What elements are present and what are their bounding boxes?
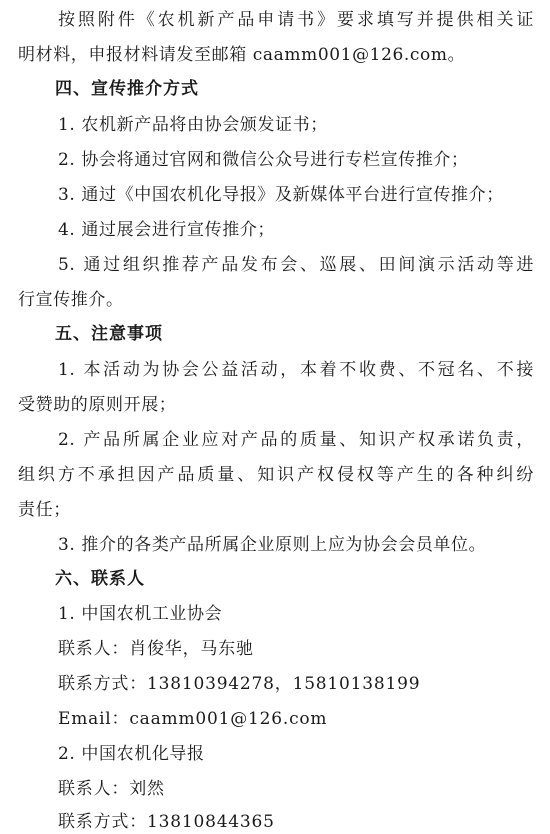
promotion-item-3: 3. 通过《中国农机化导报》及新媒体平台进行宣传推介；	[58, 185, 504, 205]
contact-org-2-name: 2. 中国农机化导报	[58, 744, 205, 764]
promotion-item-4: 4. 通过展会进行宣传推介；	[58, 220, 276, 240]
promotion-item-5-line-1: 5. 通过组织推荐产品发布会、巡展、田间演示活动等进	[58, 255, 534, 275]
contact-org-2-person: 联系人：刘然	[58, 779, 165, 799]
contact-org-1-phone: 联系方式：13810394278，15810138199	[58, 674, 421, 694]
contact-org-1-person: 联系人：肖俊华，马东驰	[58, 639, 254, 659]
promotion-item-2: 2. 协会将通过官网和微信公众号进行专栏宣传推介；	[58, 150, 469, 170]
promotion-item-1: 1. 农机新产品将由协会颁发证书；	[58, 115, 328, 135]
contact-org-2-phone: 联系方式：13810844365	[58, 812, 275, 832]
notes-heading: 五、注意事项	[55, 324, 163, 344]
notes-item-2-line-1: 2. 产品所属企业应对产品的质量、知识产权承诺负责，	[58, 430, 534, 450]
contact-org-1-email: Email：caamm001@126.com	[58, 709, 328, 729]
notes-item-2-line-3: 责任；	[18, 500, 71, 520]
promotion-item-5-line-2: 行宣传推介。	[18, 290, 124, 310]
promotion-heading: 四、宣传推介方式	[55, 79, 199, 99]
application-paragraph-line-2: 明材料，申报材料请发至邮箱 caamm001@126.com。	[18, 45, 466, 65]
notes-item-1-line-1: 1. 本活动为协会公益活动，本着不收费、不冠名、不接	[58, 360, 534, 380]
contacts-heading: 六、联系人	[55, 569, 145, 589]
contact-org-1-name: 1. 中国农机工业协会	[58, 604, 223, 624]
notes-item-1-line-2: 受赞助的原则开展；	[18, 395, 177, 415]
application-paragraph-line-1: 按照附件《农机新产品申请书》要求填写并提供相关证	[58, 10, 534, 30]
notes-item-3: 3. 推介的各类产品所属企业原则上应为协会会员单位。	[58, 535, 487, 555]
notes-item-2-line-2: 组织方不承担因产品质量、知识产权侵权等产生的各种纠纷	[18, 465, 534, 485]
